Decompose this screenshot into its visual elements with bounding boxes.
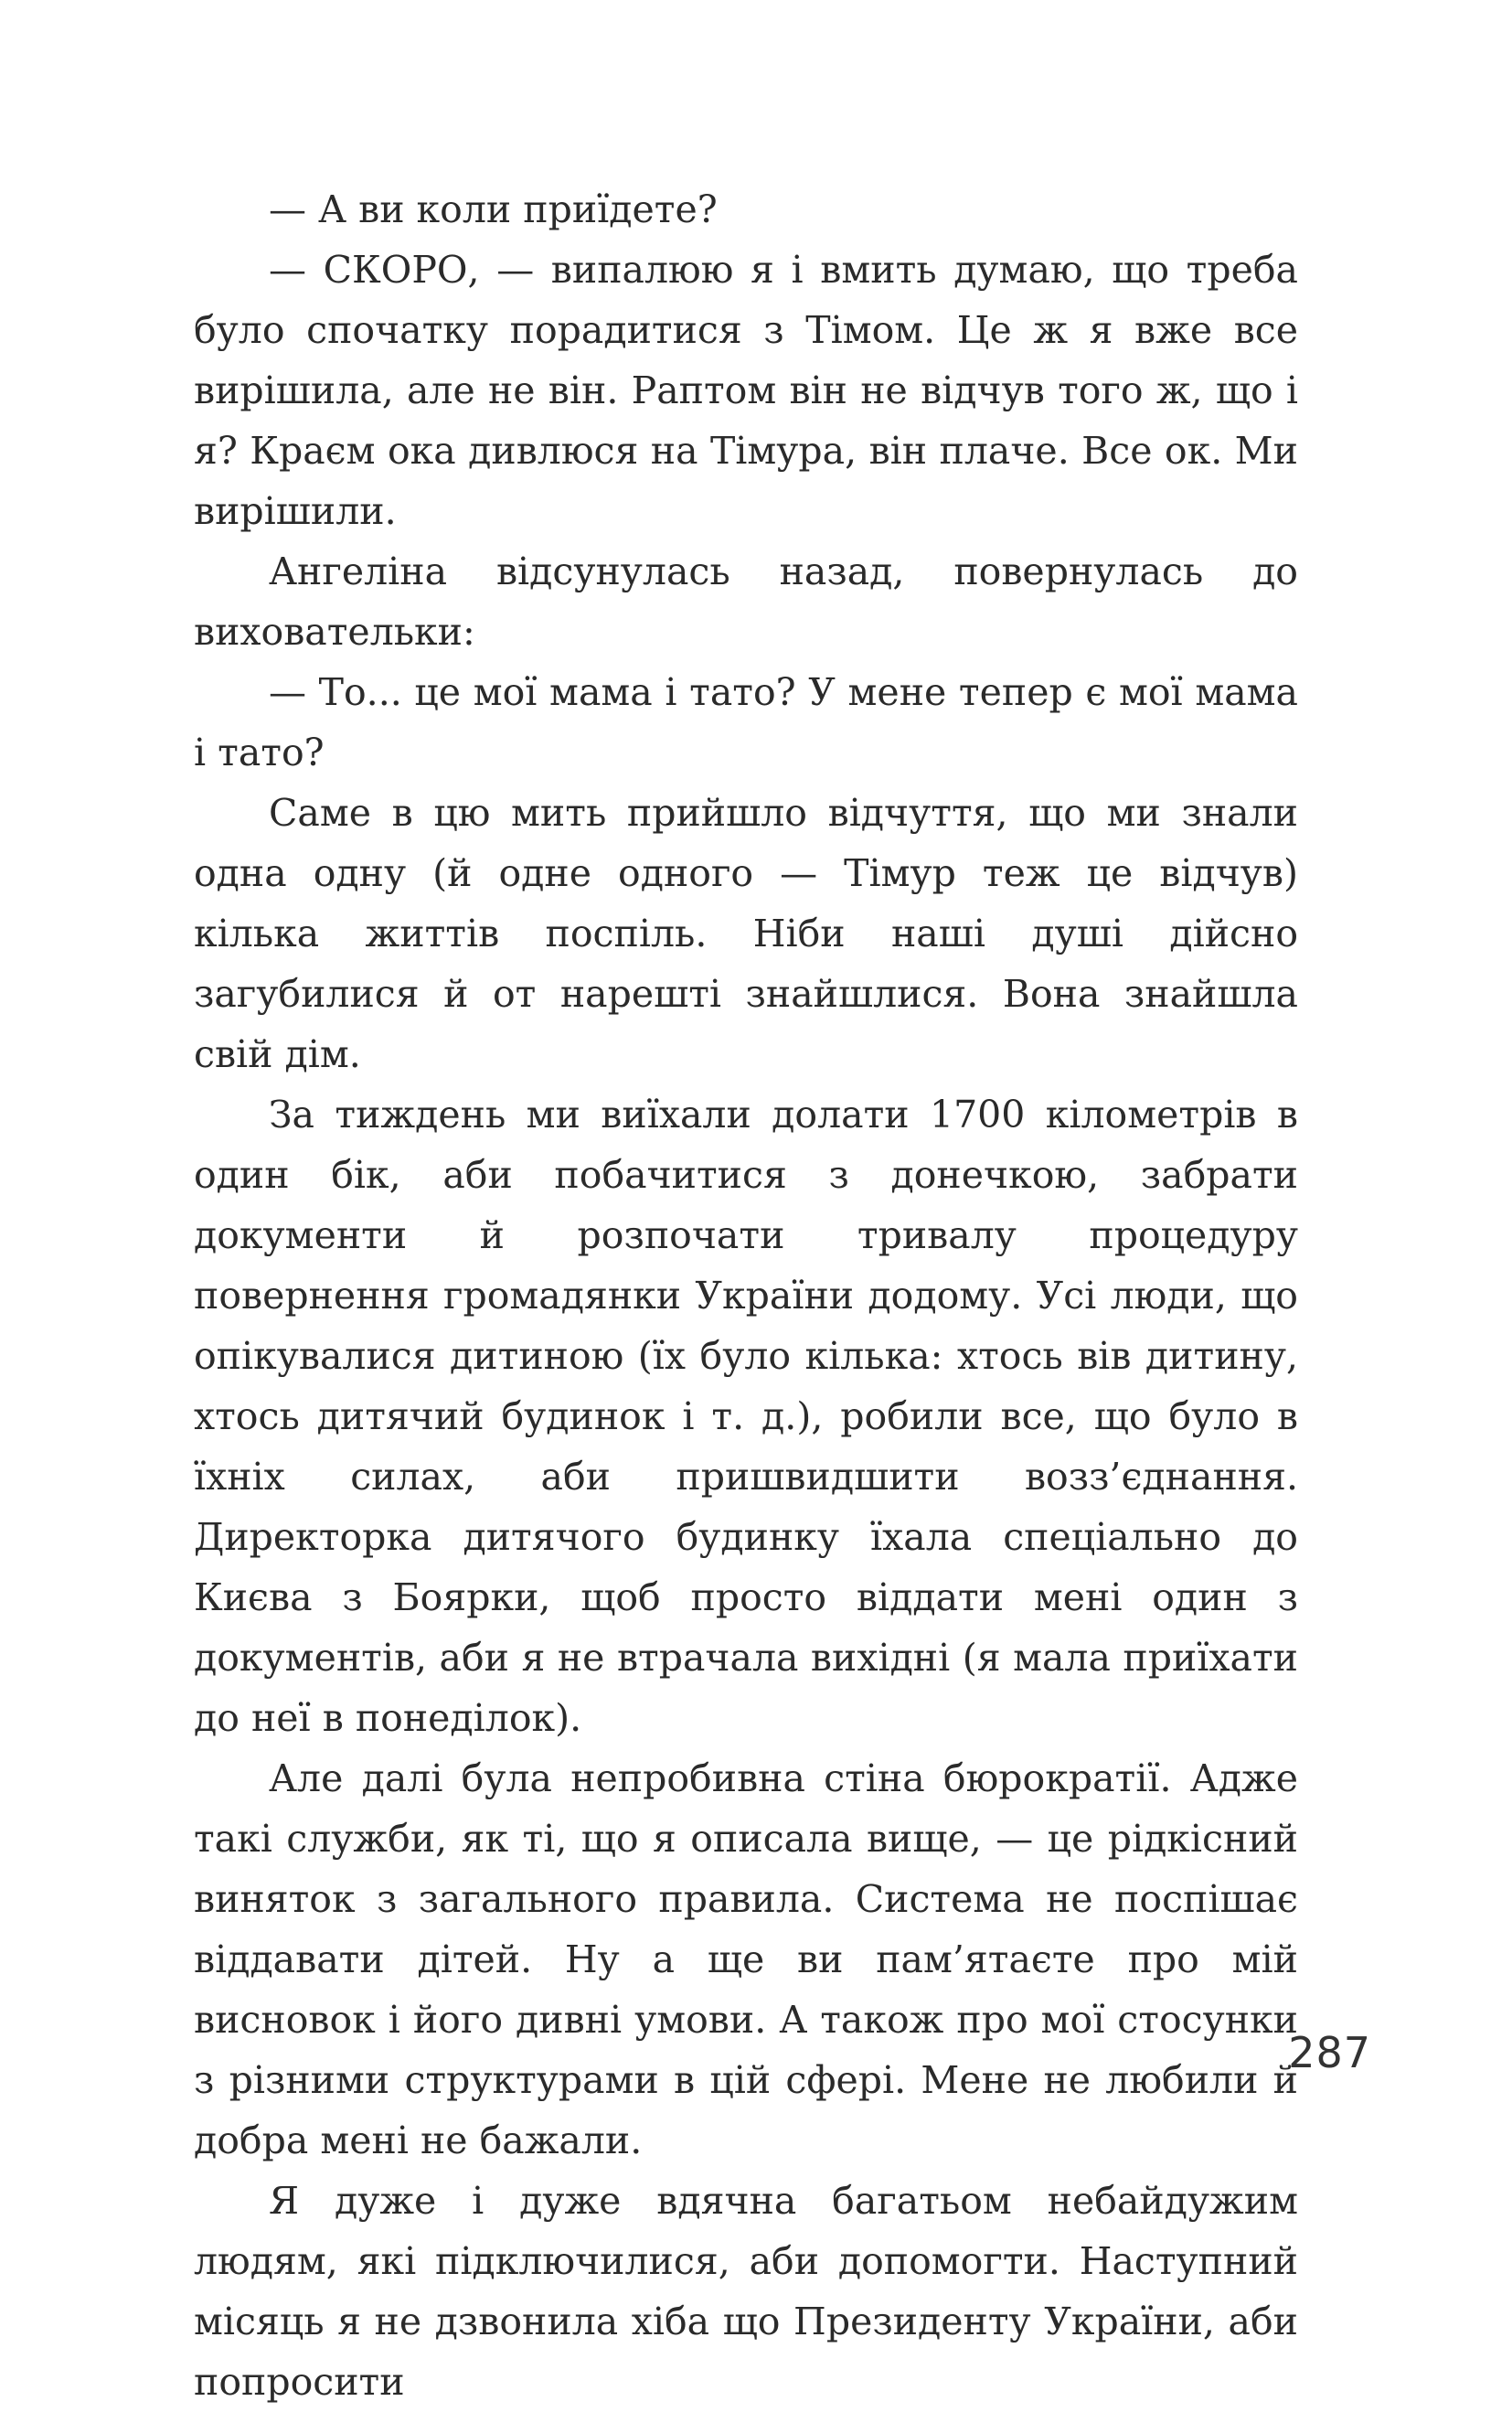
page-body: [194, 179, 1298, 2412]
paragraph: Я дуже і дуже вдячна багатьом небайдужим людям, які підключилися, аби допомогти. Наступний місяць я не дзвонила хіба що Президенту України, аби попросити: [194, 2179, 1298, 2404]
page-number: 287: [1288, 2028, 1371, 2077]
paragraph: — А ви коли приїдете?: [269, 187, 718, 231]
paragraph: За тиждень ми виїхали долати 1700 кілометрів в один бік, аби побачитися з донечкою, забрати документи й розпочати тривалу процедуру повернення громадянки України додому. Усі люди, що опікувалися дитиною (їх було кілька: хтось вів дитину, хтось дитячий будинок і т. д.), робили все, що було в їхніх силах, аби пришвидшити возз’єднання. Директорка дитячого будинку їхала спеціально до Києва з Боярки, щоб просто віддати мені один з документів, аби я не втрачала вихідні (я мала приїхати до неї в понеділок).: [194, 1093, 1298, 1740]
paragraph: — СКОРО, — випалюю я і вмить думаю, що треба було спочатку порадитися з Тімом. Це ж я вже все вирішила, але не він. Раптом він не відчув того ж, що і я? Краєм ока дивлюся на Тімура, він плаче. Все ок. Ми вирішили.: [194, 248, 1298, 533]
paragraph: Саме в цю мить прийшло відчуття, що ми знали одна одну (й одне одного — Тімур теж це відчув) кілька життів поспіль. Ніби наші душі дійсно загубилися й от нарешті знайшлися. Вона знайшла свій дім.: [194, 791, 1298, 1076]
paragraph: Але далі була непробивна стіна бюрократії. Адже такі служби, як ті, що я описала вище, — це рідкісний виняток з загального правила. Система не поспішає віддавати дітей. Ну а ще ви пам’ятаєте про мій висновок і його дивні умови. А також про мої стосунки з різними структурами в цій сфері. Мене не любили й добра мені не бажали.: [194, 1756, 1298, 2162]
paragraph: Ангеліна відсунулась назад, повернулась до виховательки:: [194, 550, 1298, 654]
paragraph: — То... це мої мама і тато? У мене тепер є мої мама і тато?: [194, 670, 1298, 774]
